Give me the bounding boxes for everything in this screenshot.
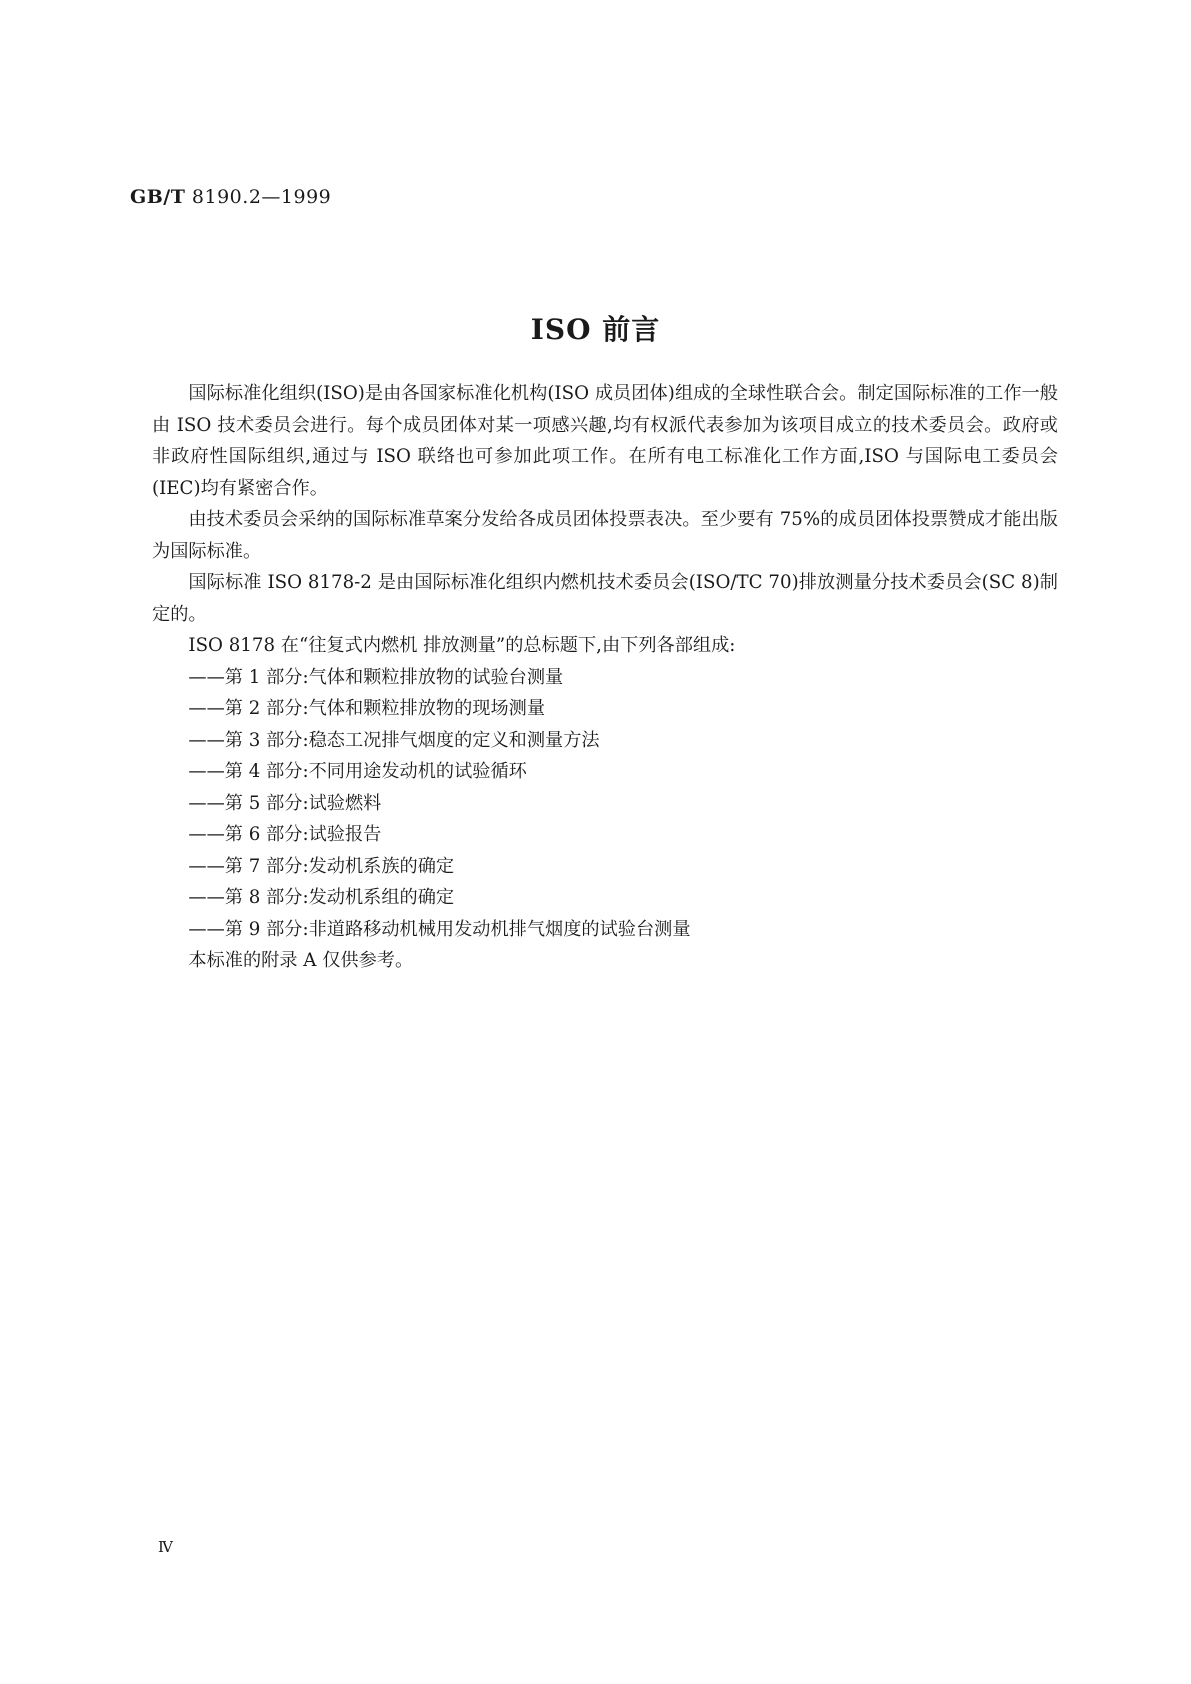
- list-item: ——第 3 部分:稳态工况排气烟度的定义和测量方法: [188, 729, 600, 751]
- paragraph-parts-intro: ISO 8178 在“往复式内燃机 排放测量”的总标题下,由下列各部组成:: [188, 635, 736, 656]
- document-body: [152, 378, 1058, 977]
- list-item: ——第 8 部分:发动机系组的确定: [188, 887, 455, 908]
- page-number: Ⅳ: [158, 1538, 173, 1556]
- page-title: ISO 前言: [530, 313, 661, 346]
- list-item: ——第 5 部分:试验燃料: [188, 792, 382, 814]
- paragraph-iso-intro: 国际标准化组织(ISO)是由各国家标准化机构(ISO 成员团体)组成的全球性联合会。制定国际标准的工作一般由 ISO 技术委员会进行。每个成员团体对某一项感兴趣,均有权派代表参加为该项目成立的技术委员会。政府或非政府性国际组织,通过与 ISO 联络也可参加此项工作。在所有电工标准化工作方面,ISO 与国际电工委员会(IEC)均有紧密合作。: [152, 383, 1058, 499]
- list-item: ——第 9 部分:非道路移动机械用发动机排气烟度的试验台测量: [188, 918, 691, 940]
- paragraph-committee: 国际标准 ISO 8178-2 是由国际标准化组织内燃机技术委员会(ISO/TC 70)排放测量分技术委员会(SC 8)制定的。: [152, 572, 1058, 625]
- standard-code: [130, 186, 331, 208]
- paragraph-voting: 由技术委员会采纳的国际标准草案分发给各成员团体投票表决。至少要有 75%的成员团体投票赞成才能出版为国际标准。: [152, 509, 1058, 562]
- standard-prefix: GB/T: [130, 186, 186, 208]
- standard-number: 8190.2—1999: [191, 186, 332, 208]
- list-item: ——第 1 部分:气体和颗粒排放物的试验台测量: [188, 666, 564, 688]
- list-item: ——第 2 部分:气体和颗粒排放物的现场测量: [188, 698, 546, 719]
- paragraph-annex-note: 本标准的附录 A 仅供参考。: [188, 950, 414, 971]
- list-item: ——第 6 部分:试验报告: [188, 824, 382, 845]
- list-item: ——第 7 部分:发动机系族的确定: [188, 855, 455, 877]
- list-item: ——第 4 部分:不同用途发动机的试验循环: [188, 761, 527, 782]
